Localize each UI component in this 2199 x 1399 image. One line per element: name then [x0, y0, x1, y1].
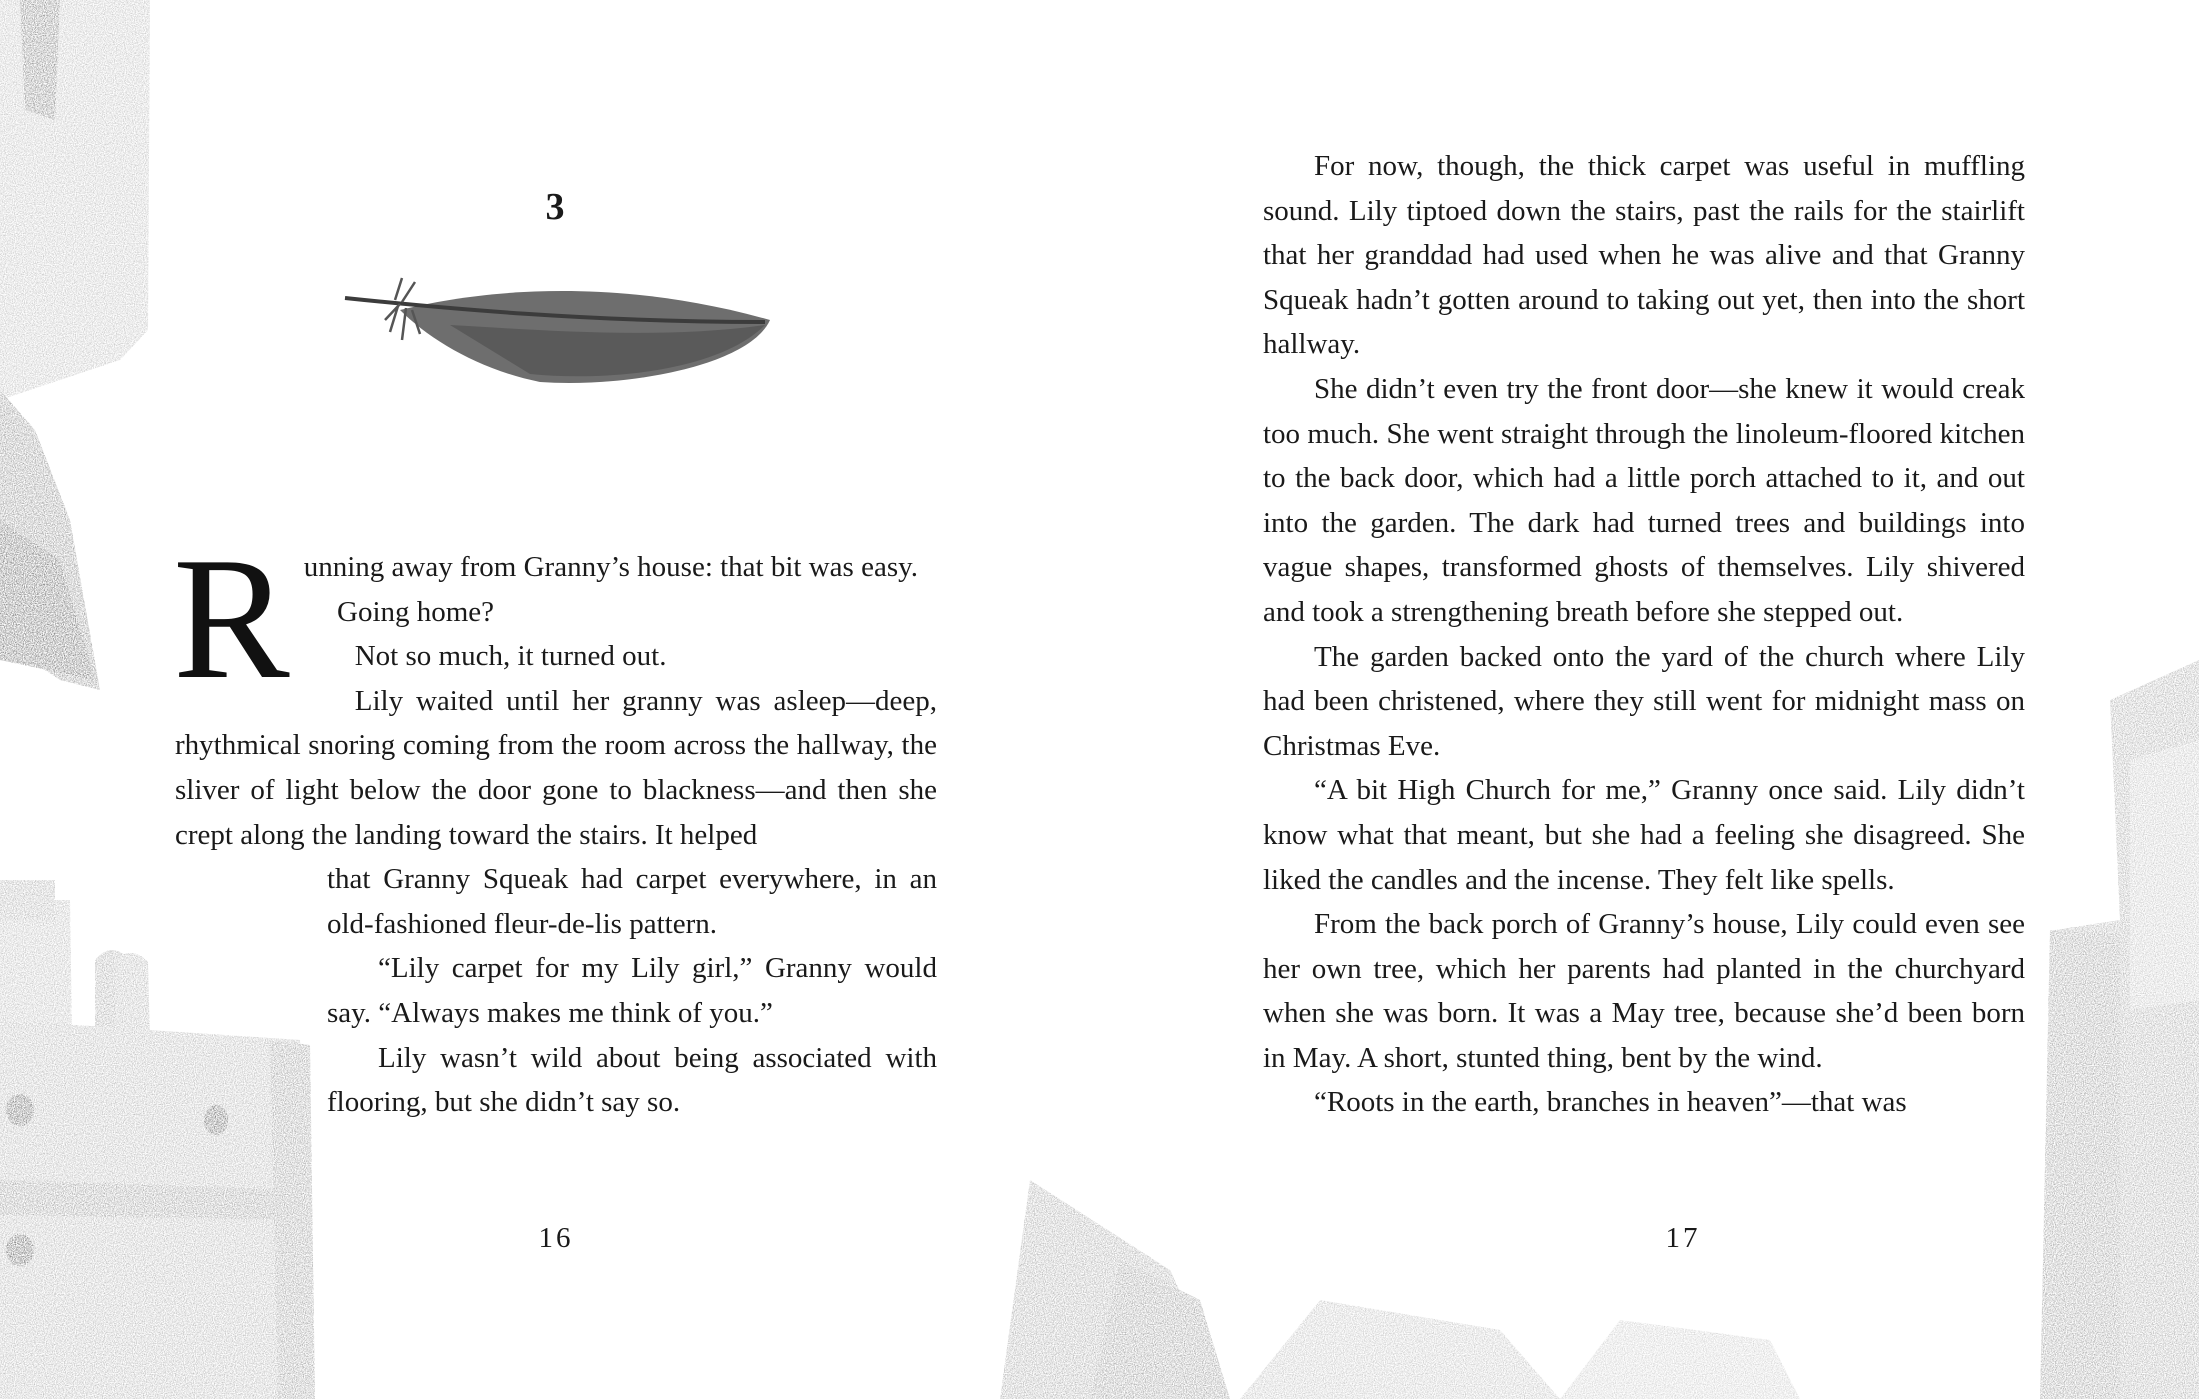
left-page: [0, 0, 1099, 1399]
paragraph: She didn’t even try the front door—she knew it would creak too much. She went straight through the linoleum-floored kitchen to the back door, which had a little porch attached to it, and out into the garden. The dark had turned trees and buildings into vague shapes, transformed ghosts of themselves. Lily shivered and took a strengthening breath before she stepped out.: [1263, 372, 2025, 628]
page-number: 16: [538, 1222, 574, 1254]
paragraph: For now, though, the thick carpet was useful in muffling sound. Lily tiptoed down the stairs, past the rails for the stairlift that her granddad had used when he was alive and that Granny Squeak hadn’t gotten around to taking out yet, then into the short hallway.: [1263, 150, 2025, 361]
paragraph: Lily wasn’t wild about being associated with flooring, but she didn’t say so.: [327, 1041, 937, 1119]
paragraph: that Granny Squeak had carpet everywhere, in an old-fashioned fleur-de-lis pattern.: [327, 863, 937, 940]
paragraph: “A bit High Church for me,” Granny once said. Lily didn’t know what that meant, but she had a feeling she disagreed. She liked the candles and the incense. They felt like spells.: [1263, 774, 2025, 896]
page-number: 17: [1665, 1222, 1701, 1254]
narrow-column: [327, 857, 937, 1125]
right-body-text: [1263, 144, 2025, 1125]
paragraph: “Roots in the earth, branches in heaven”—that was: [1314, 1086, 1907, 1119]
paragraph: The garden backed onto the yard of the church where Lily had been christened, where they still went for midnight mass on Christmas Eve.: [1263, 640, 2025, 762]
paragraph: Lily waited until her granny was asleep—deep, rhythmical snoring coming from the room across the hallway, the sliver of light below the door gone to blackness—and then she crept along the landing toward the stairs. It helped: [175, 684, 937, 851]
drop-cap: R: [173, 521, 290, 715]
chapter-number: 3: [545, 186, 565, 228]
left-body-text: [173, 521, 937, 1125]
paragraph: “Lily carpet for my Lily girl,” Granny would say. “Always makes me think of you.”: [327, 952, 937, 1029]
paragraph: unning away from Granny’s house: that bit was easy.: [303, 551, 918, 583]
paragraph: Going home?: [337, 595, 495, 628]
feather-icon: [340, 270, 780, 390]
paragraph: Not so much, it turned out.: [354, 640, 667, 673]
paragraph: From the back porch of Granny’s house, Lily could even see her own tree, which her parents had planted in the churchyard when she was born. It was a May tree, because she’d been born in May. A short, stunted thing, bent by the wind.: [1263, 908, 2025, 1074]
